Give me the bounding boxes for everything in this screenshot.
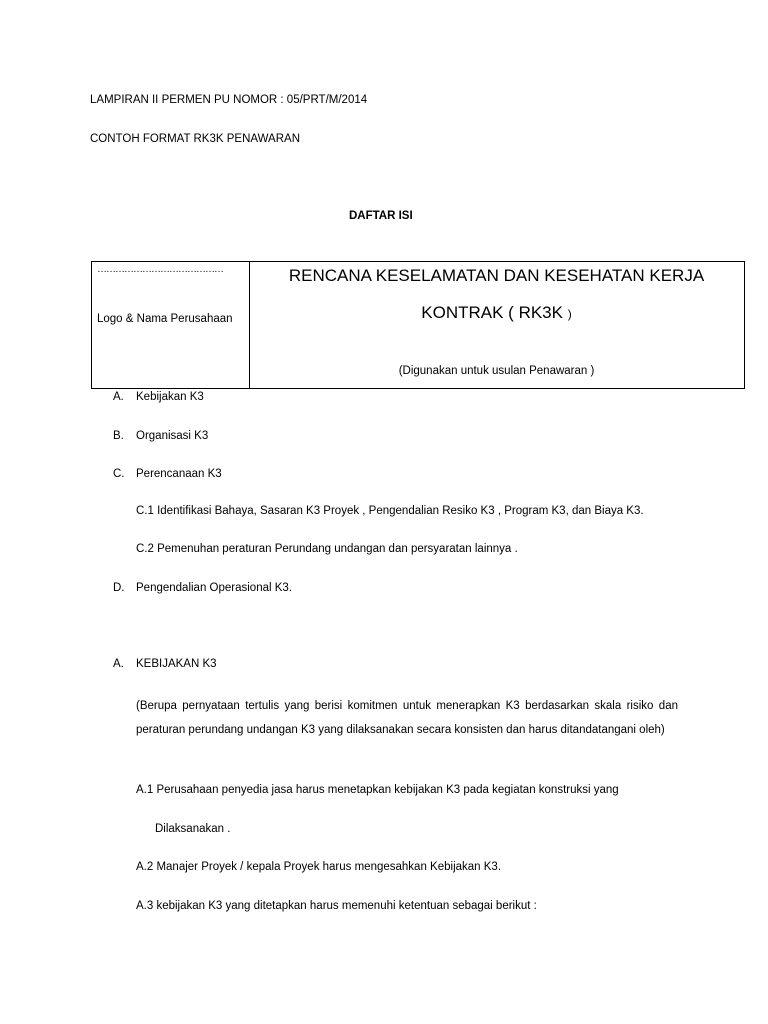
toc-letter: B. <box>113 430 124 442</box>
toc-title: DAFTAR ISI <box>349 210 413 222</box>
section-point-a2: A.2 Manajer Proyek / kepala Proyek harus mengesahkan Kebijakan K3. <box>136 861 502 873</box>
cover-subtitle: (Digunakan untuk usulan Penawaran ) <box>398 365 595 377</box>
document-reference: LAMPIRAN II PERMEN PU NOMOR : 05/PRT/M/2014 <box>90 94 368 106</box>
toc-subitem: C.2 Pemenuhan peraturan Perundang undangan dan persyaratan lainnya . <box>136 543 518 555</box>
toc-item: Perencanaan K3 <box>136 468 222 480</box>
logo-placeholder-dots: …………………………………… <box>97 264 223 275</box>
section-point-a1: A.1 Perusahaan penyedia jasa harus menetapkan kebijakan K3 pada kegiatan konstruksi yang <box>136 784 619 796</box>
cover-title-line2 <box>249 303 744 323</box>
document-subtitle: CONTOH FORMAT RK3K PENAWARAN <box>90 133 301 145</box>
section-point-a1-continued: Dilaksanakan . <box>155 823 231 835</box>
toc-letter: A. <box>113 391 124 403</box>
toc-letter: D. <box>113 582 125 594</box>
cover-title-line1: RENCANA KESELAMATAN DAN KESEHATAN KERJA <box>288 266 705 285</box>
toc-letter: C. <box>113 468 125 480</box>
section-paragraph: (Berupa pernyataan tertulis yang berisi komitmen untuk menerapkan K3 berdasarkan skala risiko dan peraturan perundang undangan K3 yang dilaksanakan secara konsisten dan harus ditandatangani oleh) <box>136 700 678 736</box>
toc-item: Organisasi K3 <box>136 430 209 442</box>
cover-box <box>91 261 745 389</box>
section-letter: A. <box>113 658 124 670</box>
cover-title-line2-end: ) <box>567 307 572 321</box>
toc-item: Kebijakan K3 <box>136 391 204 403</box>
section-point-a3: A.3 kebijakan K3 yang ditetapkan harus memenuhi ketentuan sebagai berikut : <box>136 900 537 912</box>
cover-title-line2-main: KONTRAK ( RK3K <box>421 303 568 322</box>
toc-item: Pengendalian Operasional K3. <box>136 582 293 594</box>
logo-label: Logo & Nama Perusahaan <box>97 313 233 325</box>
section-heading: KEBIJAKAN K3 <box>136 658 217 670</box>
toc-subitem: C.1 Identifikasi Bahaya, Sasaran K3 Proyek , Pengendalian Resiko K3 , Program K3, dan Biaya K3. <box>136 505 644 517</box>
